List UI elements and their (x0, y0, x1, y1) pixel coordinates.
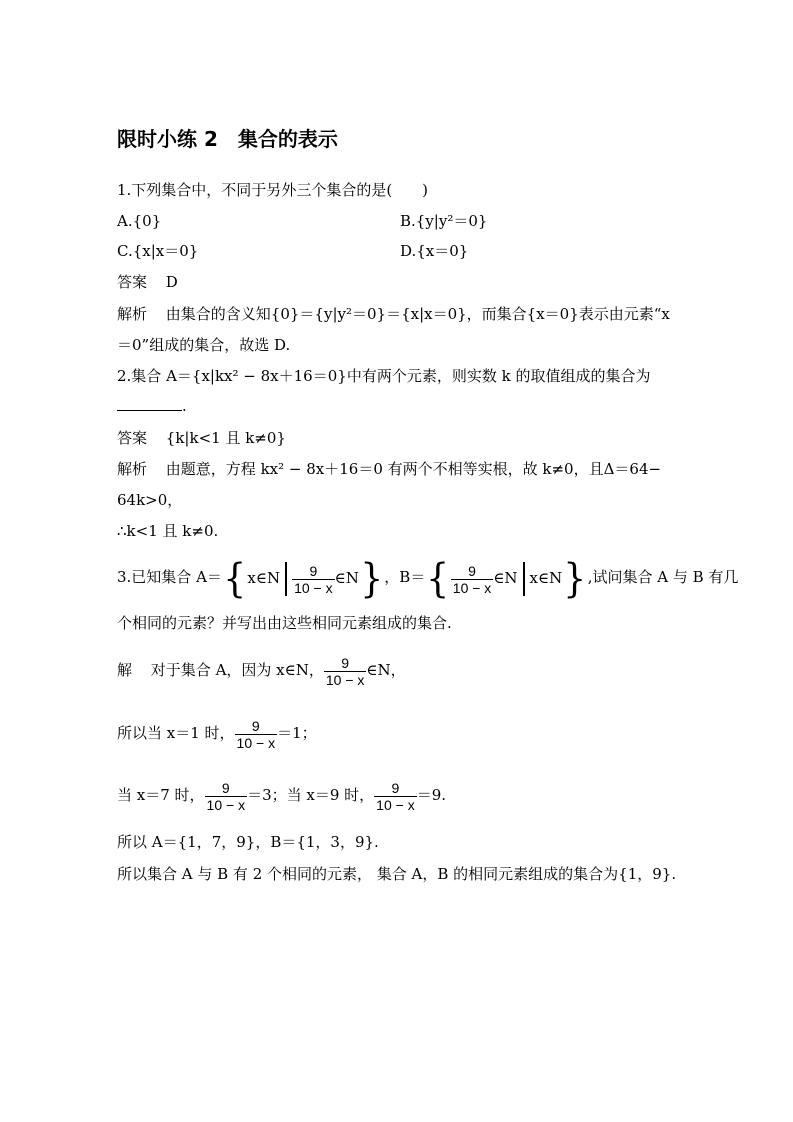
fraction-denominator: 10 − x (236, 734, 276, 751)
set-b-element-tail: ∈N (493, 569, 518, 587)
fraction-numerator: 9 (451, 563, 494, 580)
q3-solution-tail: ＝1； (277, 724, 317, 742)
page-title: 限时小练 2 集合的表示 (117, 127, 338, 151)
fraction (205, 780, 248, 813)
q2-analysis-label: 解析 (117, 460, 148, 478)
q2-blank-end: . (182, 397, 187, 415)
q3-solution-line5: 所以集合 A 与 B 有 2 个相同的元素， 集合 A，B 的相同元素组成的集合为{1，9}. (117, 865, 677, 883)
answer-blank (117, 410, 182, 411)
q1-analysis-row (117, 304, 670, 324)
q2-answer-label: 答案 (117, 429, 148, 447)
q3-solution-text: 当 x＝7 时， (117, 786, 205, 804)
q3-solution-line3 (117, 775, 446, 815)
q3-separator: ，B＝ (384, 568, 426, 586)
q3-stem-suffix: ,试问集合 A 与 B 有几 (587, 568, 739, 586)
q2-analysis-line1: 由题意，方程 kx² − 8x＋16＝0 有两个不相等实根，故 k≠0，且Δ＝64− (165, 460, 662, 478)
q1-analysis-label: 解析 (117, 305, 148, 323)
fraction-numerator: 9 (205, 780, 248, 797)
fraction (374, 780, 417, 813)
q3-solution-line4: 所以 A＝{1，7，9}，B＝{1，3，9}. (117, 833, 379, 851)
set-a (222, 556, 384, 602)
q3-solution-text: 对于集合 A，因为 x∈N， (150, 661, 324, 679)
fraction-numerator: 9 (374, 780, 417, 797)
q3-solution-text: 所以当 x＝1 时， (117, 724, 235, 742)
q1-analysis-line1: 由集合的含义知{0}＝{y|y²＝0}＝{x|x＝0}，而集合{x＝0}表示由元素“x (165, 305, 670, 323)
fraction-denominator: 10 − x (452, 579, 492, 596)
q1-answer-label: 答案 (117, 273, 148, 291)
q2-analysis-line3: ∴k<1 且 k≠0. (117, 522, 219, 540)
left-brace-icon: { (426, 556, 450, 602)
fraction-denominator: 10 − x (294, 579, 333, 596)
q3-stem-line1 (117, 556, 739, 602)
q3-stem-prefix: 3.已知集合 A＝ (117, 568, 222, 586)
q1-stem: 1.下列集合中，不同于另外三个集合的是( ) (117, 181, 429, 199)
fraction (324, 655, 367, 688)
fraction (292, 563, 335, 596)
q2-answer: {k|k<1 且 k≠0} (165, 429, 286, 447)
fraction-numerator: 9 (324, 655, 367, 672)
q1-option-d: D.{x＝0} (400, 242, 469, 260)
q2-stem: 2.集合 A＝{x|kx² − 8x＋16＝0}中有两个元素，则实数 k 的取值组成的集合为 (117, 367, 651, 385)
right-brace-icon: } (360, 556, 384, 602)
fraction (235, 718, 278, 751)
q1-answer: D (165, 273, 178, 291)
q2-answer-row (117, 428, 286, 448)
set-b-condition: x∈N (529, 569, 563, 587)
q2-blank-row (117, 396, 187, 416)
q2-analysis-row (117, 459, 661, 479)
fraction-numerator: 9 (292, 563, 335, 580)
q1-option-c: C.{x|x＝0} (117, 242, 199, 260)
q3-solution-line2 (117, 713, 317, 753)
q3-solution-label: 解 (117, 661, 133, 679)
q3-solution-tail: ∈N， (366, 661, 406, 679)
q1-option-b: B.{y|y²＝0} (400, 212, 488, 230)
q3-solution-line1 (117, 650, 406, 690)
q3-stem-line2: 个相同的元素？并写出由这些相同元素组成的集合. (117, 614, 452, 632)
fraction-denominator: 10 − x (206, 796, 246, 813)
q1-option-a: A.{0} (117, 212, 162, 230)
set-divider (523, 562, 525, 596)
q1-answer-row (117, 272, 178, 292)
q2-analysis-line2: 64k>0， (117, 491, 183, 509)
set-a-condition-tail: ∈N (334, 569, 359, 587)
fraction (451, 563, 494, 596)
right-brace-icon: } (563, 556, 587, 602)
q3-solution-tail: ＝9. (416, 786, 447, 804)
set-divider (285, 562, 287, 596)
set-b (425, 556, 587, 602)
set-a-element: x∈N (247, 569, 281, 587)
left-brace-icon: { (223, 556, 247, 602)
q3-solution-mid: ＝3；当 x＝9 时， (247, 786, 375, 804)
fraction-denominator: 10 − x (325, 671, 365, 688)
fraction-denominator: 10 − x (376, 796, 415, 813)
q1-analysis-line2: ＝0”组成的集合，故选 D. (117, 336, 291, 354)
fraction-numerator: 9 (235, 718, 278, 735)
